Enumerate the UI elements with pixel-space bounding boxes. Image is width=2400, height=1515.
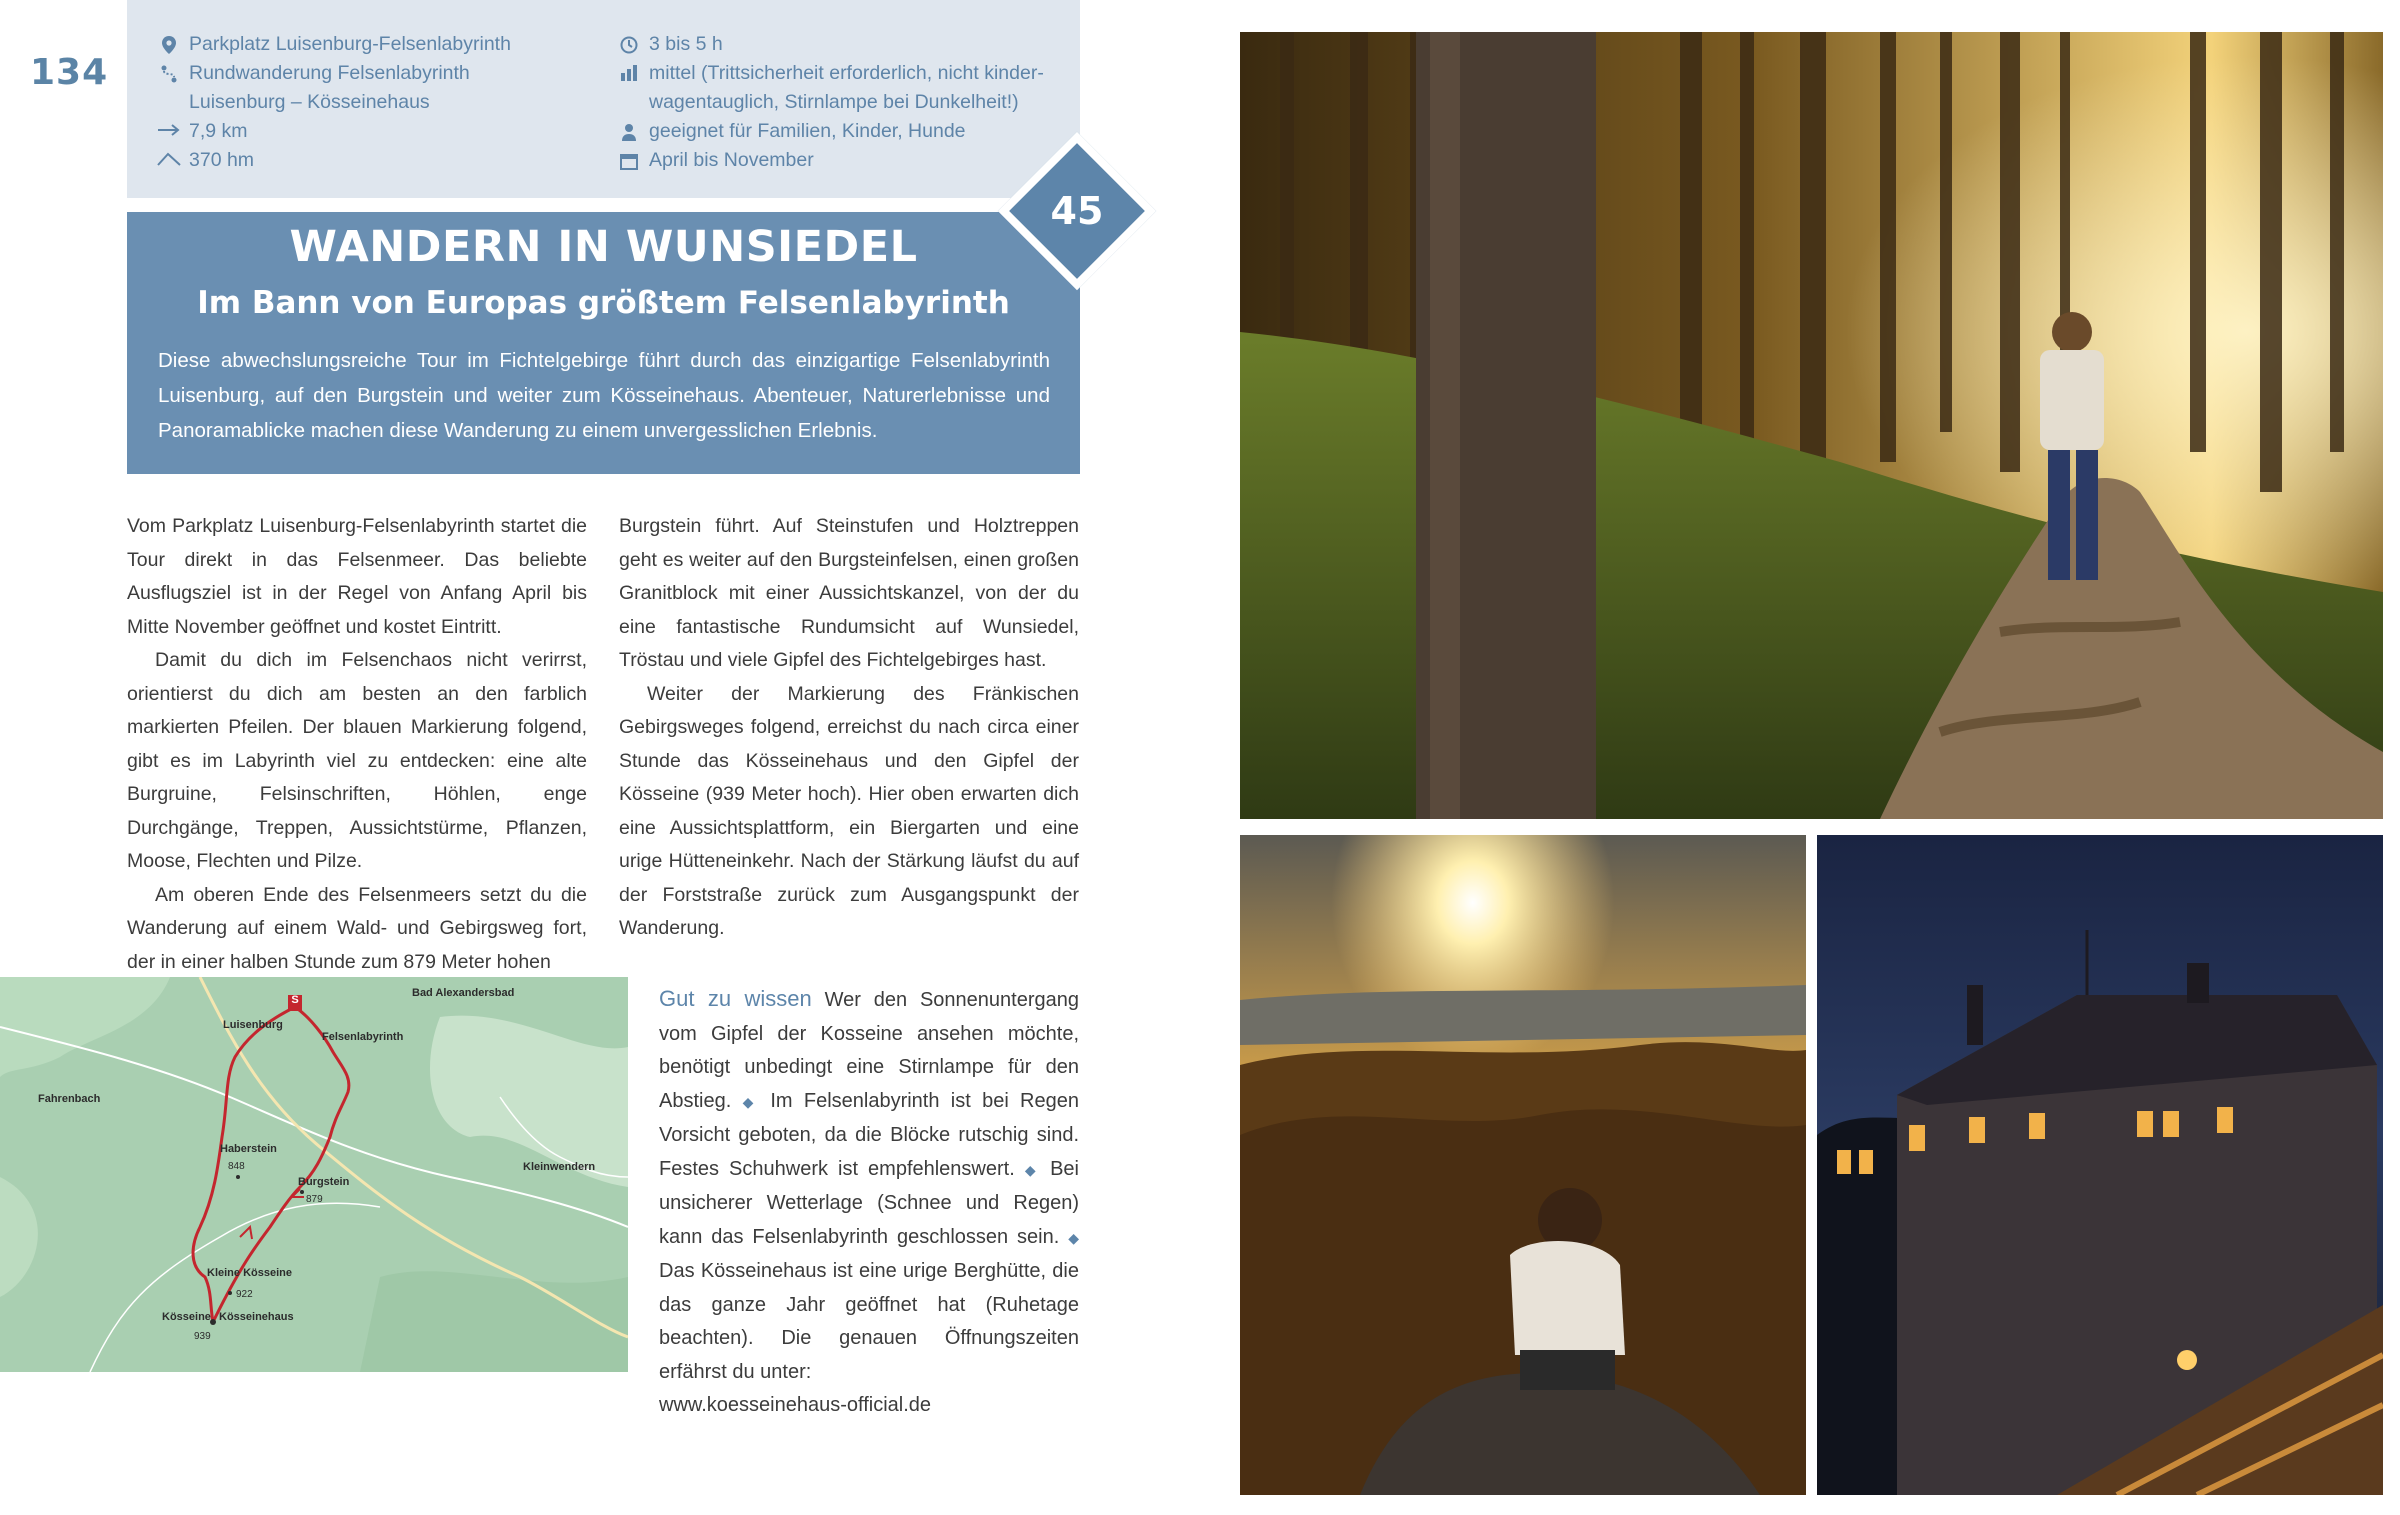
info-difficulty: mittel (Trittsicherheit erforderlich, nicht kinder- wagentauglich, Stirnlampe bei Dunkelheit!) [617,59,1067,117]
map-label: Fahrenbach [38,1093,101,1105]
map-label: Felsenlabyrinth [322,1031,404,1043]
separator-icon: ◆ [1024,1161,1041,1178]
person-icon [617,117,641,141]
website-link[interactable]: www.koesseinehaus-official.de [659,1394,932,1416]
map-label: Kleinwendern [523,1161,596,1173]
map-label: Kleine Kösseine [207,1267,292,1279]
route-map [0,977,628,1372]
bar-chart-icon [617,59,641,81]
tip-text: Wer den Sonnenuntergang vom Gipfel der Kosseine ansehen möchte, benötigt unbedingt eine Stirnlampe für den Abstieg. [659,989,1079,1112]
good-to-know-heading: Gut zu wissen [659,986,812,1011]
map-label: 848 [228,1161,245,1172]
info-duration: 3 bis 5 h [617,30,1067,59]
page-subtitle: Im Bann von Europas größtem Felsenlabyrinth [197,285,1010,321]
info-elevation: 370 hm [157,146,597,175]
tip-text: Im Felsenlabyrinth ist bei Regen Vorsicht geboten, da die Blöcke rutschig sind. Festes Schuhwerk ist empfehlenswert. [659,1089,1079,1180]
tour-number: 45 [1050,189,1104,233]
body-paragraph: Weiter der Markierung des Fränkischen Gebirgsweges folgend, erreichst du nach circa einer Stunde das Kösseinehaus und den Gipfel der Kösseine (939 Meter hoch). Hier oben erwarten dich eine Aussichtsplattform, ein Biergarten und eine urige Hütteneinkehr. Nach der Stärkung läufst du auf der Forststraße zurück zum Ausgangspunkt der Wanderung. [619,682,1079,939]
body-paragraph: Vom Parkplatz Luisenburg-Felsenlabyrinth startet die Tour direkt in das Felsenmeer. Das beliebte Ausflugsziel ist in der Regel von Anfang April bis Mitte November geöffnet und kostet Eintritt. [127,515,587,638]
page-number: 134 [30,52,109,93]
body-paragraph: Damit du dich im Felsenchaos nicht verirrst, orientierst du dich am besten an den farblich markierten Pfeilen. Der blauen Markierung folgend, gibt es im Labyrinth viel zu entdecken: eine alte Burgruine, Felsinschriften, Höhlen, enge Durchgänge, Treppen, Aussichtstürme, Pflanzen, Moose, Flechten und Pilze. [127,649,587,872]
elevation-icon [157,146,181,166]
map-start-marker: S [291,994,299,1006]
calendar-icon [617,146,641,170]
arrow-right-icon [157,117,181,137]
map-label: Haberstein [220,1143,277,1155]
info-season: April bis November [617,146,1067,175]
route-icon [157,59,181,83]
tip-text: Das Kösseinehaus ist eine urige Berghütte, die das ganze Jahr geöffnet hat (Ruhetage beachten). Die genauen Öffnungszeiten erfährst du unter: [659,1260,1079,1383]
location-pin-icon [157,30,181,54]
page-title: WANDERN IN WUNSIEDEL [289,222,918,272]
clock-icon [617,30,641,54]
separator-icon: ◆ [1068,1229,1079,1246]
tour-info-box [127,0,1080,198]
photo-forest-path [1240,32,2383,819]
good-to-know-box [659,982,1079,1423]
info-distance: 7,9 km [157,117,597,146]
map-label: Kösseinehaus [219,1311,294,1323]
body-column-1 [127,510,587,979]
body-paragraph: Burgstein führt. Auf Steinstufen und Holztreppen geht es weiter auf den Burgsteinfelsen, einen großen Granitblock mit einer Aussichtskanzel, von der du eine fantastische Rundumsicht auf Wunsiedel, Tröstau und viele Gipfel des Fichtelgebirges hast. [619,515,1079,671]
body-paragraph: Am oberen Ende des Felsenmeers setzt du die Wanderung auf einem Wald- und Gebirgsweg fort, der in einer halben Stunde zum 879 Meter hohen [127,883,587,973]
info-route: Rundwanderung Felsenlabyrinth Luisenburg – Kösseinehaus [157,59,597,117]
map-label: 939 [194,1331,211,1342]
body-column-2 [619,510,1079,946]
intro-text: Diese abwechslungsreiche Tour im Fichtelgebirge führt durch das einzigartige Felsenlabyrinth Luisenburg, auf den Burgstein und weiter zum Kösseinehaus. Abenteuer, Naturerlebnisse und Panoramablicke machen diese Wanderung zu einem unvergesslichen Erlebnis. [158,349,1050,442]
photo-sunset [1240,835,1806,1495]
info-start: Parkplatz Luisenburg-Felsenlabyrinth [157,30,597,59]
map-label: Bad Alexandersbad [412,987,515,999]
photo-mountain-hut [1817,835,2383,1495]
map-label: 879 [306,1194,323,1205]
tip-text: Bei unsicherer Wetterlage (Schnee und Regen) kann das Felsenlabyrinth geschlossen sein. [659,1157,1079,1248]
map-label: Burgstein [298,1176,350,1188]
map-label: Kösseine [162,1311,211,1323]
map-label: Luisenburg [223,1019,283,1031]
separator-icon: ◆ [742,1093,760,1110]
info-suitable: geeignet für Familien, Kinder, Hunde [617,117,1067,146]
map-label: 922 [236,1289,253,1300]
